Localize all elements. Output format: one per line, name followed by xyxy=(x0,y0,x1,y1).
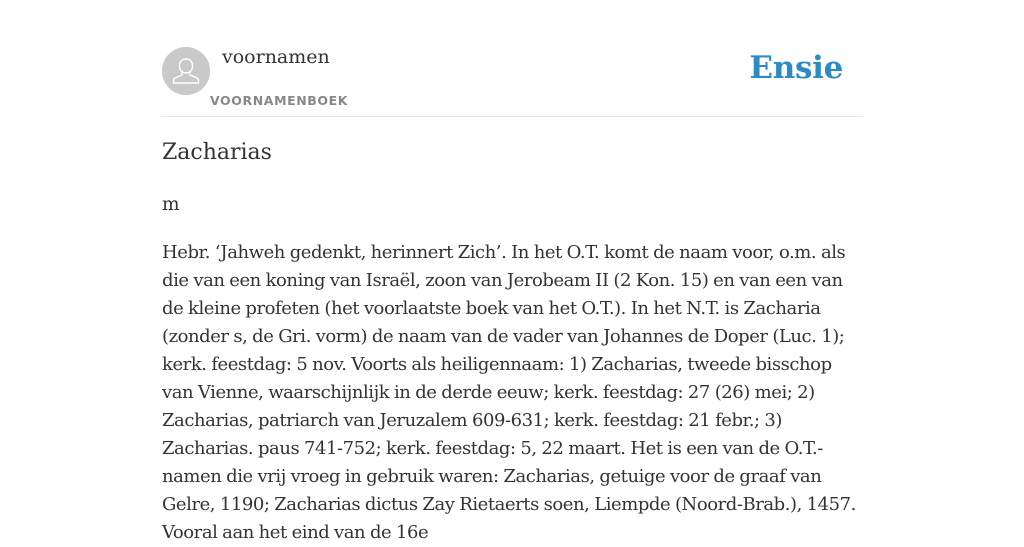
site-name-link[interactable]: voornamen xyxy=(222,46,330,68)
avatar[interactable] xyxy=(162,47,210,95)
content-container xyxy=(162,0,862,543)
subtitle-link[interactable]: VOORNAMENBOEK xyxy=(210,93,349,108)
brand-logo[interactable]: Ensie xyxy=(749,50,843,86)
user-icon xyxy=(162,47,210,95)
entry-title: Zacharias xyxy=(162,140,272,165)
entry-body: Hebr. ‘Jahweh gedenkt, herinnert Zich’. In het O.T. komt de naam voor, o.m. als die van een koning van Israël, zoon van Jerobeam II (2 Kon. 15) en van een van de kleine profeten (het voorlaatste boek van het O.T.). In het N.T. is Zacharia (zonder s, de Gri. vorm) de naam van de vader van Johannes de Doper (Luc. 1); kerk. feestdag: 5 nov. Voorts als heiligennaam: 1) Zacharias, tweede bisschop van Vienne, waarschijnlijk in de derde eeuw; kerk. feestdag: 27 (26) mei; 2) Zacharias, patriarch van Jeruzalem 609-631; kerk. feestdag: 21 febr.; 3) Zacharias. paus 741-752; kerk. feestdag: 5, 22 maart. Het is een van de O.T.-namen die vrij vroeg in gebruik waren: Zacharias, getuige voor de graaf van Gelre, 1190; Zacharias dictus Zay Rietaerts soen, Liempde (Noord-Brab.), 1457. Vooral aan het eind van de 16e xyxy=(162,242,856,543)
entry-gender: m xyxy=(162,194,180,215)
header xyxy=(162,0,862,117)
